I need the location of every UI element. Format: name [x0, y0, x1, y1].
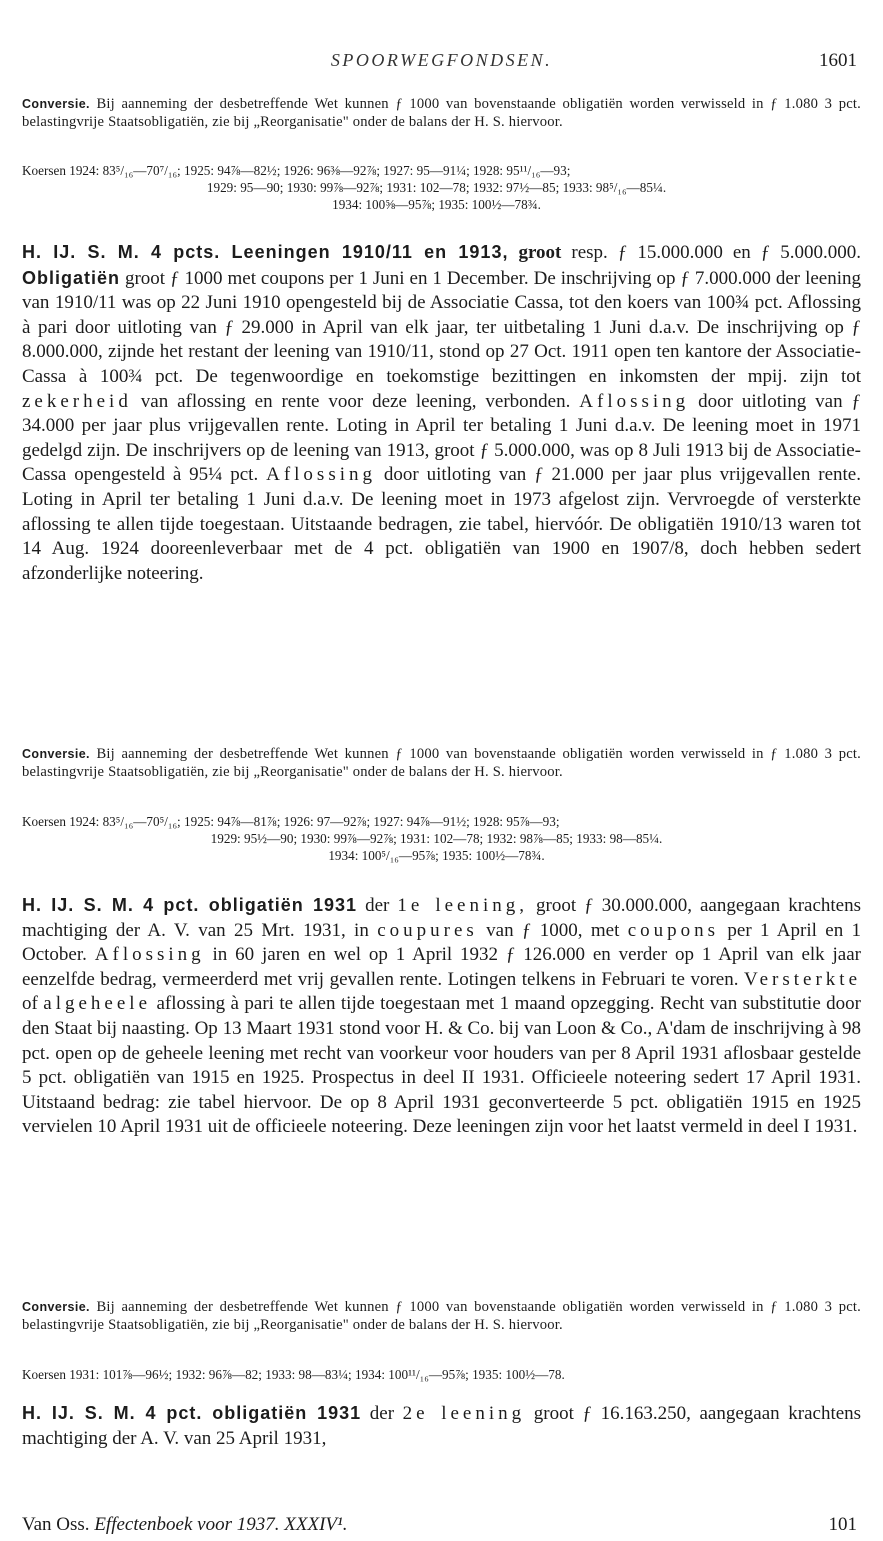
conversie-paragraph-3 [22, 1299, 861, 1334]
header-title: SPOORWEGFONDSEN. [330, 50, 553, 70]
footer-source [22, 1514, 347, 1536]
leening-1910-paragraph [22, 240, 861, 586]
obligatien-1931-1e-paragraph [22, 893, 861, 1140]
section-heading: H. IJ. S. M. 4 pct. obligatiën 1931 [22, 895, 358, 915]
koersen-block-2 [22, 813, 861, 864]
conversie-label: Conversie. [22, 97, 90, 111]
body-text: groot ƒ 1000 met coupons per 1 Juni en 1 December. De inschrijving op ƒ 7.000.000 der leening van 1910/11 was op 22 Juni 1910 opengesteld bij de Associatie Cassa, tot den koers van 100¾ pct. Aflossing à pari door uitloting van ƒ 29.000 in April van elk jaar, ter uitbetaling 1 Juni d.a.v. De inschrijving op ƒ 8.000.000, zijnde het restant der leening van 1910/11, stond op 27 Oct. 1911 open ten kantore der Associatie-Cassa à 100¾ pct. De tegenwoordige en toekomstige bezittingen en inkomsten der mpij. zijn tot [22, 267, 861, 387]
koersen-block-3 [22, 1366, 861, 1383]
spaced-term: coupons [627, 919, 720, 941]
obligatien-label: Obligatiën [22, 267, 121, 288]
conversie-text: Bij aanneming der desbetreffende Wet kunnen ƒ 1000 van bovenstaande obligatiën worden verwisseld in ƒ 1.080 3 pct. belastingvrije Staatsobligatiën, zie bij „Reorganisatie" onder de balans der H. S. hiervoor. [22, 96, 861, 130]
conversie-text: Bij aanneming der desbetreffende Wet kunnen ƒ 1000 van bovenstaande obligatiën worden verwisseld in ƒ 1.080 3 pct. belastingvrije Staatsobligatiën, zie bij „Reorganisatie" onder de balans der H. S. hiervoor. [22, 1299, 861, 1333]
body-text: der [369, 1403, 395, 1424]
header-page-number: 1601 [819, 50, 857, 71]
section-heading: H. IJ. S. M. 4 pct. obligatiën 1931 [22, 1403, 362, 1423]
body-text: door uitloting van ƒ 21.000 per jaar plus vrijgevallen rente. Loting in April ter betaling 1 Juni d.a.v. De leening moet in 1973 afgelost zijn. Vervroegde of versterkte aflossing te allen tijde toegestaan. Uitstaande bedragen, zie tabel, hiervóór. De obligatiën 1910/13 waren tot 14 Aug. 1924 dooreenleverbaar met de 4 pct. obligatiën van 1900 en 1907/8, doch hebben sedert afzonderlijke noteering. [22, 464, 861, 584]
running-footer [22, 1514, 861, 1540]
body-text: resp. ƒ 15.000.000 en ƒ 5.000.000. [571, 242, 862, 263]
spaced-term: algeheele [43, 993, 152, 1015]
spaced-term: Aflossing [266, 464, 376, 486]
body-text: van ƒ 1000, met [486, 919, 620, 941]
koersen-line: 1934: 100⅝—95⅞; 1935: 100½—78¾. [332, 197, 541, 212]
body-text: der [365, 895, 390, 916]
footer-page-number: 101 [828, 1514, 857, 1535]
spaced-term: Aflossing [579, 390, 690, 412]
koersen-line: Koersen 1924: 83⁵/₁₆—70⁵/₁₆; 1925: 94⅞—81⅞; 1926: 97—92⅞; 1927: 94⅞—91½; 1928: 95⅞—93; [22, 814, 560, 829]
footer-book-title: Effectenboek voor 1937. XXXIV¹. [94, 1514, 348, 1535]
body-text: groot ƒ 30.000.000, aangegaan krachtens machtiging der A. V. van 25 Mrt. 1931, in [22, 895, 861, 941]
running-header [22, 50, 861, 82]
obligatien-1931-2e-paragraph [22, 1401, 861, 1451]
spaced-term: coupures [377, 919, 478, 941]
spaced-term: Aflossing [94, 944, 205, 966]
section-heading: H. IJ. S. M. 4 pcts. Leeningen 1910/11 en 1913, [22, 242, 509, 262]
koersen-line: Koersen 1931: 101⅞—96½; 1932: 96⅞—82; 1933: 98—83¼; 1934: 100¹¹/₁₆—95⅞; 1935: 100½—78. [22, 1367, 565, 1382]
conversie-text: Bij aanneming der desbetreffende Wet kunnen ƒ 1000 van bovenstaande obligatiën worden verwisseld in ƒ 1.080 3 pct. belastingvrije Staatsobligatiën, zie bij „Reorganisatie" onder de balans der H. S. hiervoor. [22, 746, 861, 780]
spaced-term: Versterkte [743, 968, 862, 990]
conversie-paragraph-1 [22, 96, 861, 131]
spaced-term: 1e leening, [397, 895, 529, 916]
body-text: per 1 April en 1 October. [22, 919, 862, 966]
body-text: door uitloting van ƒ 34.000 per jaar plus vrijgevallen rente. Loting in April ter betaling 1 Juni d.a.v. De leening moet in 1971 gedelgd zijn. De inschrijvers op de leening van 1913, groot ƒ 5.000.000, was op 8 Juli 1913 bij de Associatie-Cassa opengesteld à 95¼ pct. [22, 390, 862, 486]
body-text: in 60 jaren en wel op 1 April 1932 ƒ 126.000 en verder op 1 April van elk jaar eenzelfde bedrag, vermeerderd met vrij gevallen rente. Lotingen telkens in Februari te voren. [22, 944, 861, 990]
koersen-line: 1934: 100⁵/₁₆—95⅞; 1935: 100½—78¾. [328, 848, 545, 863]
body-text: of [22, 993, 38, 1015]
conversie-label: Conversie. [22, 1300, 90, 1314]
body-text: van aflossing en rente voor deze leening, verbonden. [140, 390, 571, 412]
body-text: groot ƒ 16.163.250, aangegaan krachtens machtiging der A. V. van 25 April 1931, [22, 1403, 862, 1449]
conversie-label: Conversie. [22, 747, 90, 761]
heading-tail: groot [518, 242, 562, 263]
footer-author: Van Oss. [22, 1514, 90, 1535]
koersen-block-1 [22, 162, 861, 213]
conversie-paragraph-2 [22, 746, 861, 781]
spaced-term: 2e leening [402, 1403, 526, 1424]
koersen-line: 1929: 95½—90; 1930: 99⅞—92⅞; 1931: 102—78; 1932: 98⅞—85; 1933: 98—85¼. [210, 831, 663, 846]
koersen-line: 1929: 95—90; 1930: 99⅞—92⅞; 1931: 102—78; 1932: 97½—85; 1933: 98⁵/₁₆—85¼. [206, 180, 667, 195]
spaced-term: zekerheid [22, 390, 132, 412]
koersen-line: Koersen 1924: 83⁵/₁₆—70⁷/₁₆; 1925: 94⅞—82½; 1926: 96⅜—92⅞; 1927: 95—91¼; 1928: 95¹¹/₁₆—93; [22, 163, 571, 178]
body-text: aflossing à pari te allen tijde toegestaan met 1 maand opzegging. Recht van substitutie door den Staat bij naasting. Op 13 Maart 1931 stond voor H. & Co. bij van Loon & Co., A'dam de inschrijving à 98 pct. open op de geheele leening met recht van voorkeur voor houders van per 8 April 1931 aflosbaar gestelde 5 pct. obligatiën van 1915 en 1925. Prospectus in deel II 1931. Officieele noteering sedert 17 April 1931. Uitstaand bedrag: zie tabel hiervoor. De op 8 April 1931 geconverteerde 5 pct. obligatiën 1915 en 1925 vervielen 10 April 1931 uit de officieele noteering. Deze leeningen zijn voor het laatst vermeld in deel I 1931. [22, 993, 862, 1138]
